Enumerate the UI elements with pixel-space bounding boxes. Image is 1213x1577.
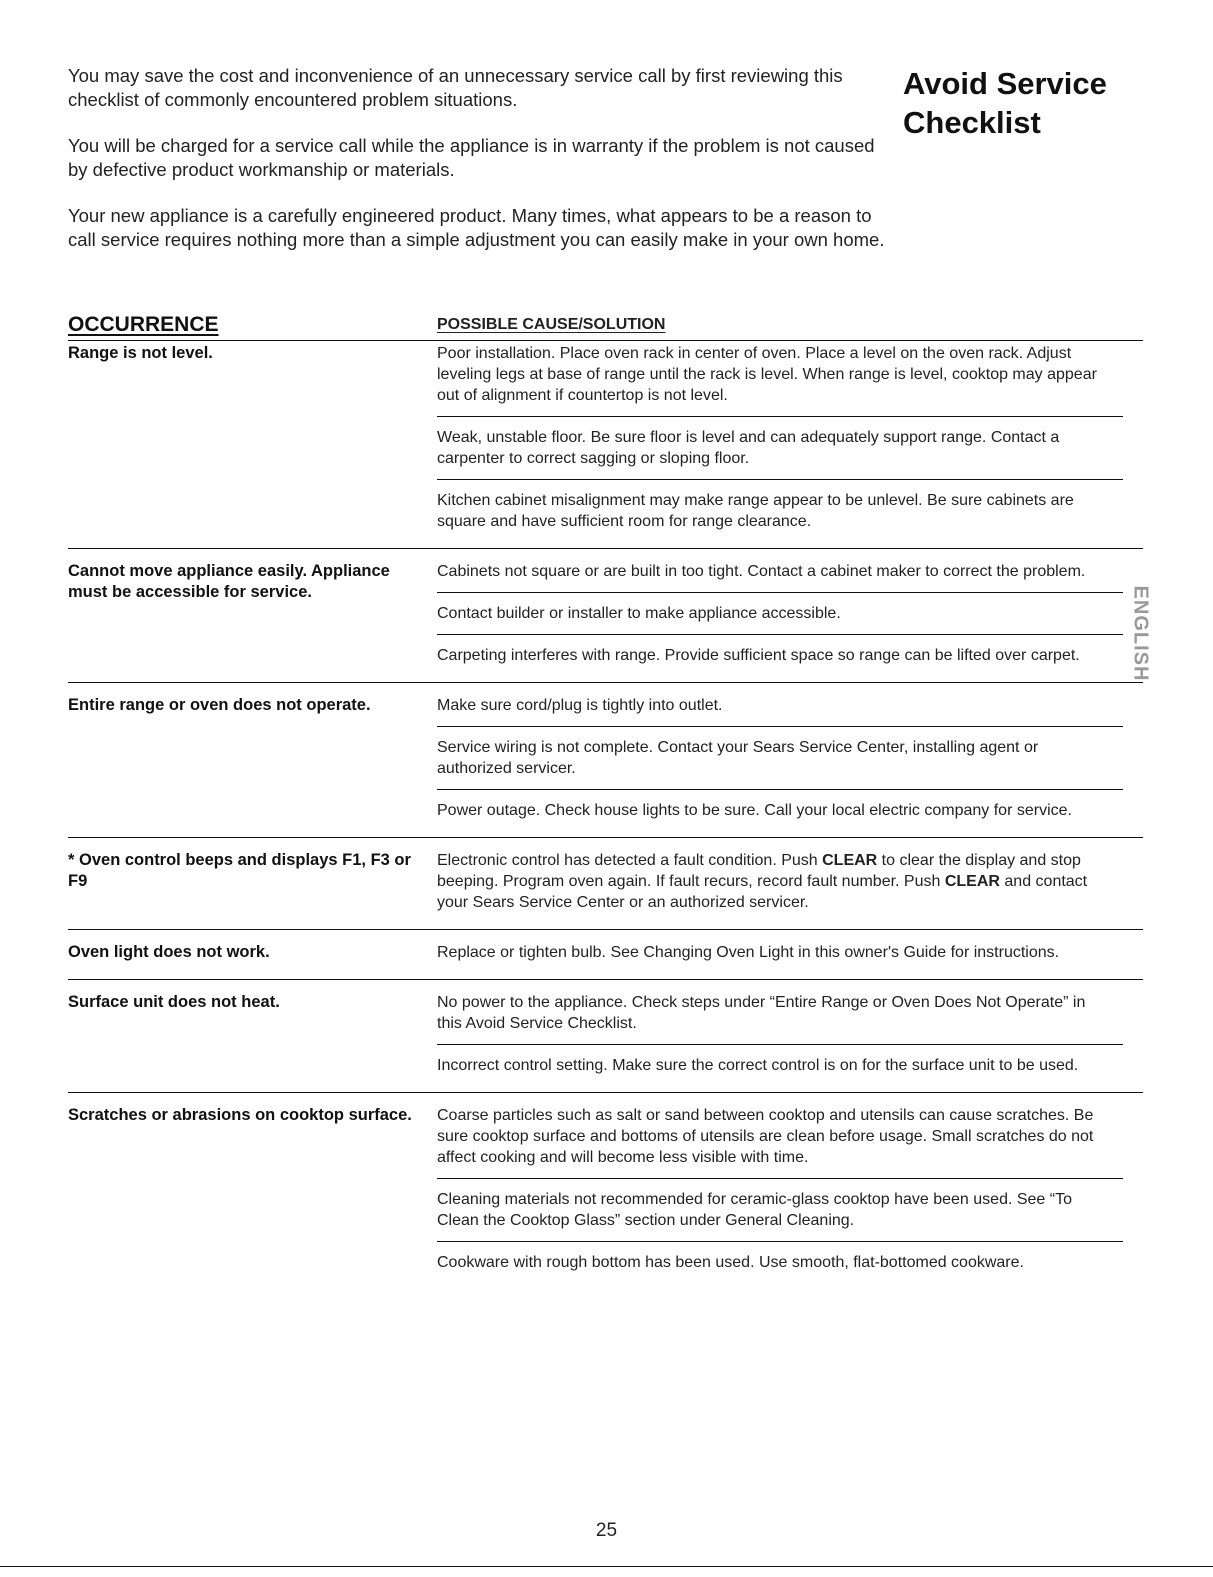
table-row bbox=[68, 549, 1143, 683]
intro-paragraph: You will be charged for a service call while the appliance is in warranty if the problem is not caused by defective product workmanship or materials. bbox=[68, 135, 875, 180]
table-row bbox=[68, 1093, 1143, 1289]
cause-item: Make sure cord/plug is tightly into outlet. bbox=[437, 697, 723, 714]
cause-item: Service wiring is not complete. Contact your Sears Service Center, installing agent or authorized servicer. bbox=[437, 726, 1123, 789]
page-title-line: Avoid Service bbox=[903, 66, 1107, 101]
cause-item: No power to the appliance. Check steps under “Entire Range or Oven Does Not Operate” in this Avoid Service Checklist. bbox=[437, 994, 1086, 1032]
cause-item: Carpeting interferes with range. Provide sufficient space so range can be lifted over carpet. bbox=[437, 634, 1123, 676]
causes-cell bbox=[437, 693, 1143, 831]
cause-item: Cleaning materials not recommended for ceramic-glass cooktop have been used. See “To Clean the Cooktop Glass” section under General Cleaning. bbox=[437, 1178, 1123, 1241]
table-row bbox=[68, 683, 1143, 838]
cause-item bbox=[437, 848, 1123, 923]
cause-item: Cookware with rough bottom has been used. Use smooth, flat-bottomed cookware. bbox=[437, 1241, 1123, 1283]
causes-cell bbox=[437, 1103, 1143, 1283]
causes-cell bbox=[437, 848, 1143, 923]
cause-text: and contact your Sears Service Center or an authorized servicer. bbox=[437, 873, 1088, 911]
causes-cell bbox=[437, 990, 1143, 1086]
cause-item: Poor installation. Place oven rack in center of oven. Place a level on the oven rack. Adjust leveling legs at base of range until the rack is level. When range is level, cooktop may appear out of alignment if countertop is not level. bbox=[437, 345, 1097, 404]
cause-item: Power outage. Check house lights to be sure. Call your local electric company for service. bbox=[437, 789, 1123, 831]
cause-text: Electronic control has detected a fault condition. Push bbox=[437, 852, 823, 869]
checklist-table bbox=[68, 341, 1143, 1289]
occurrence-cell: Range is not level. bbox=[68, 344, 213, 362]
table-row bbox=[68, 930, 1143, 980]
bottom-divider bbox=[0, 1566, 1213, 1567]
cause-header: POSSIBLE CAUSE/SOLUTION bbox=[437, 316, 666, 333]
occurrence-cell: Oven light does not work. bbox=[68, 943, 270, 961]
page-number: 25 bbox=[595, 1520, 618, 1541]
intro-paragraph: You may save the cost and inconvenience of an unnecessary service call by first reviewing this checklist of commonly encountered problem situations. bbox=[68, 65, 843, 110]
table-row bbox=[68, 980, 1143, 1093]
occurrence-header: OCCURRENCE bbox=[68, 313, 219, 336]
table-row bbox=[68, 838, 1143, 930]
cause-item: Kitchen cabinet misalignment may make range appear to be unlevel. Be sure cabinets are square and have sufficient room for range clearance. bbox=[437, 479, 1123, 542]
cause-text: to clear the display and stop beeping. Program oven again. If fault recurs, record fault number. Push bbox=[437, 852, 1081, 890]
intro-text bbox=[68, 64, 888, 274]
occurrence-cell: Cannot move appliance easily. Appliance must be accessible for service. bbox=[68, 562, 390, 601]
causes-cell bbox=[437, 559, 1143, 676]
table-row bbox=[68, 341, 1143, 549]
cause-item: Weak, unstable floor. Be sure floor is level and can adequately support range. Contact a carpenter to correct sagging or sloping floor. bbox=[437, 416, 1123, 479]
language-tab bbox=[1128, 578, 1152, 688]
page-title-line: Checklist bbox=[903, 105, 1041, 140]
cause-item: Contact builder or installer to make appliance accessible. bbox=[437, 592, 1123, 634]
causes-cell bbox=[437, 940, 1143, 973]
cause-item: Coarse particles such as salt or sand between cooktop and utensils can cause scratches. Be sure cooktop surface and bottoms of utensils are clean before usage. Small scratches do not affect cooking and will become less visible with time. bbox=[437, 1107, 1094, 1166]
causes-cell bbox=[437, 341, 1143, 542]
clear-key-label: CLEAR bbox=[822, 852, 878, 869]
occurrence-cell: Surface unit does not heat. bbox=[68, 993, 280, 1011]
intro-paragraph: Your new appliance is a carefully engineered product. Many times, what appears to be a reason to call service requires nothing more than a simple adjustment you can easily make in your own home. bbox=[68, 205, 885, 250]
clear-key-label: CLEAR bbox=[944, 873, 1000, 890]
cause-item: Replace or tighten bulb. See Changing Oven Light in this owner's Guide for instructions. bbox=[437, 944, 1060, 961]
language-tab-label: ENGLISH bbox=[1129, 585, 1152, 681]
page-title bbox=[903, 64, 1107, 142]
occurrence-cell: * Oven control beeps and displays F1, F3 or F9 bbox=[68, 851, 411, 890]
cause-item: Incorrect control setting. Make sure the correct control is on for the surface unit to be used. bbox=[437, 1044, 1123, 1086]
occurrence-cell: Scratches or abrasions on cooktop surface. bbox=[68, 1106, 412, 1124]
occurrence-cell: Entire range or oven does not operate. bbox=[68, 696, 371, 714]
cause-item: Cabinets not square or are built in too tight. Contact a cabinet maker to correct the problem. bbox=[437, 563, 1086, 580]
table-header bbox=[68, 312, 1143, 341]
